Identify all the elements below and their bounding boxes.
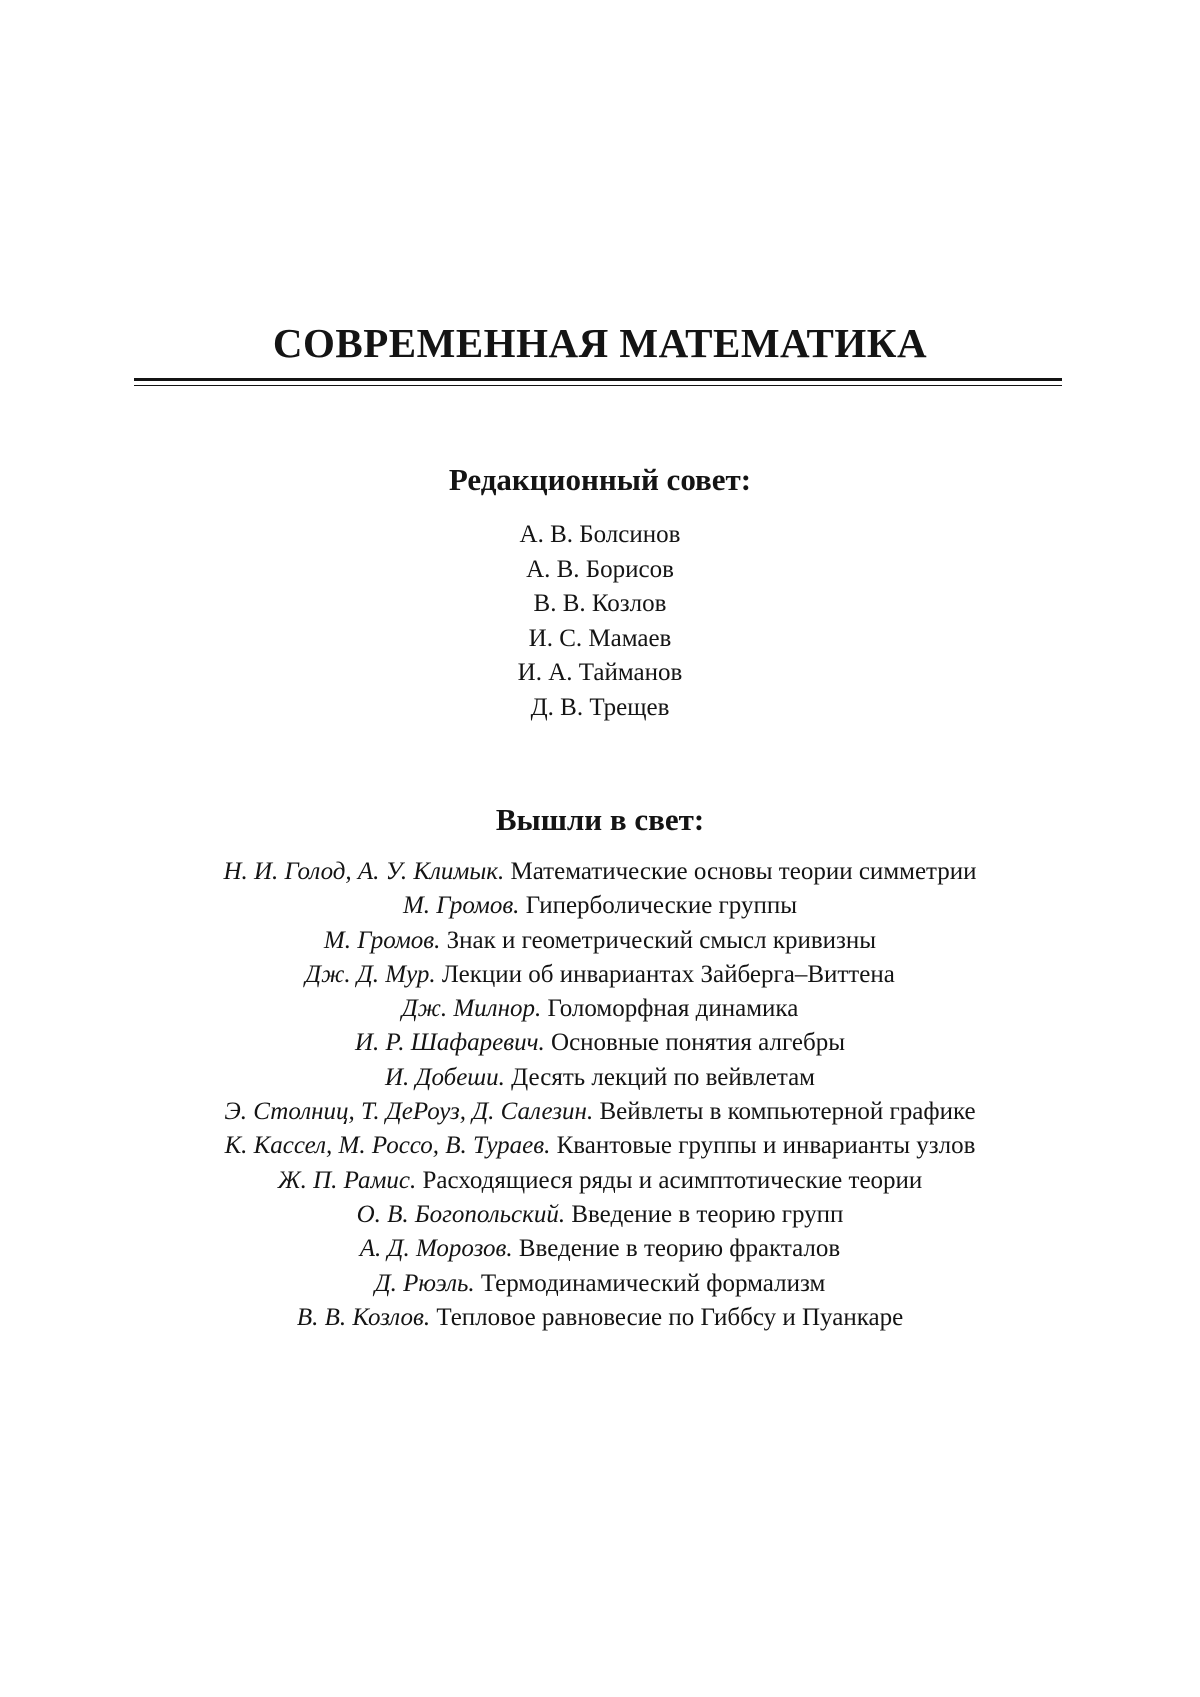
editorial-board-list xyxy=(0,518,1200,725)
board-member: А. В. Борисов xyxy=(526,555,674,583)
editorial-board-heading: Редакционный совет: xyxy=(448,462,752,497)
book-author: К. Кассел, М. Россо, В. Тураев. xyxy=(224,1132,551,1160)
board-member: Д. В. Трещев xyxy=(530,693,670,721)
book-title: Термодинамический формализм xyxy=(480,1269,826,1297)
book-title: Квантовые группы и инварианты узлов xyxy=(556,1132,976,1160)
book-title: Введение в теорию групп xyxy=(571,1200,844,1228)
book-title: Тепловое равновесие по Гиббсу и Пуанкаре xyxy=(436,1303,904,1331)
book-author: О. В. Богопольский. xyxy=(356,1200,566,1228)
book-title: Расходящиеся ряды и асимптотические теории xyxy=(422,1166,923,1194)
book-title: Вейвлеты в компьютерной графике xyxy=(599,1098,976,1126)
title-rule-thick xyxy=(134,378,1062,381)
book-author: В. В. Козлов. xyxy=(296,1303,431,1331)
book-author: Н. И. Голод, А. У. Климык. xyxy=(223,858,505,885)
book-entry xyxy=(0,1267,1200,1301)
published-books-list xyxy=(0,855,1200,1335)
book-author: Дж. Милнор. xyxy=(401,995,542,1023)
book-entry xyxy=(0,1301,1200,1335)
book-entry xyxy=(0,992,1200,1026)
book-title: Знак и геометрический смысл кривизны xyxy=(446,926,877,954)
book-author: А. Д. Морозов. xyxy=(359,1235,513,1263)
book-author: М. Громов. xyxy=(402,892,520,920)
book-entry xyxy=(0,1164,1200,1198)
published-books-heading: Вышли в свет: xyxy=(495,802,705,837)
book-title: Гиперболические группы xyxy=(525,892,798,920)
book-entry xyxy=(0,1095,1200,1129)
book-entry xyxy=(0,958,1200,992)
book-entry xyxy=(0,889,1200,923)
book-author: Э. Столниц, Т. ДеРоуз, Д. Салезин. xyxy=(224,1098,594,1126)
book-author: Дж. Д. Мур. xyxy=(305,960,436,988)
series-title: СОВРЕМЕННАЯ МАТЕМАТИКА xyxy=(272,320,928,366)
board-member: В. В. Козлов xyxy=(533,590,667,617)
book-entry xyxy=(0,1061,1200,1095)
book-author: Д. Рюэль. xyxy=(374,1269,475,1297)
book-author: И. Добеши. xyxy=(385,1063,505,1091)
board-member: И. С. Мамаев xyxy=(528,624,672,652)
book-title: Лекции об инвариантах Зайберга–Виттена xyxy=(441,960,895,988)
book-author: И. Р. Шафаревич. xyxy=(354,1029,545,1057)
book-title: Десять лекций по вейвлетам xyxy=(511,1063,815,1091)
board-member: И. А. Тайманов xyxy=(517,659,683,686)
book-entry xyxy=(0,1232,1200,1266)
board-member: А. В. Болсинов xyxy=(519,521,681,548)
book-entry xyxy=(0,1129,1200,1163)
book-title: Математические основы теории симметрии xyxy=(510,858,977,885)
book-entry xyxy=(0,1026,1200,1060)
book-title: Введение в теорию фракталов xyxy=(518,1235,841,1263)
title-rule-thin xyxy=(134,385,1062,386)
book-entry xyxy=(0,1198,1200,1232)
book-entry xyxy=(0,924,1200,958)
book-title: Основные понятия алгебры xyxy=(551,1029,846,1057)
book-title: Голоморфная динамика xyxy=(547,995,799,1023)
book-author: Ж. П. Рамис. xyxy=(277,1166,417,1194)
book-entry xyxy=(0,855,1200,889)
book-author: М. Громов. xyxy=(323,926,441,954)
